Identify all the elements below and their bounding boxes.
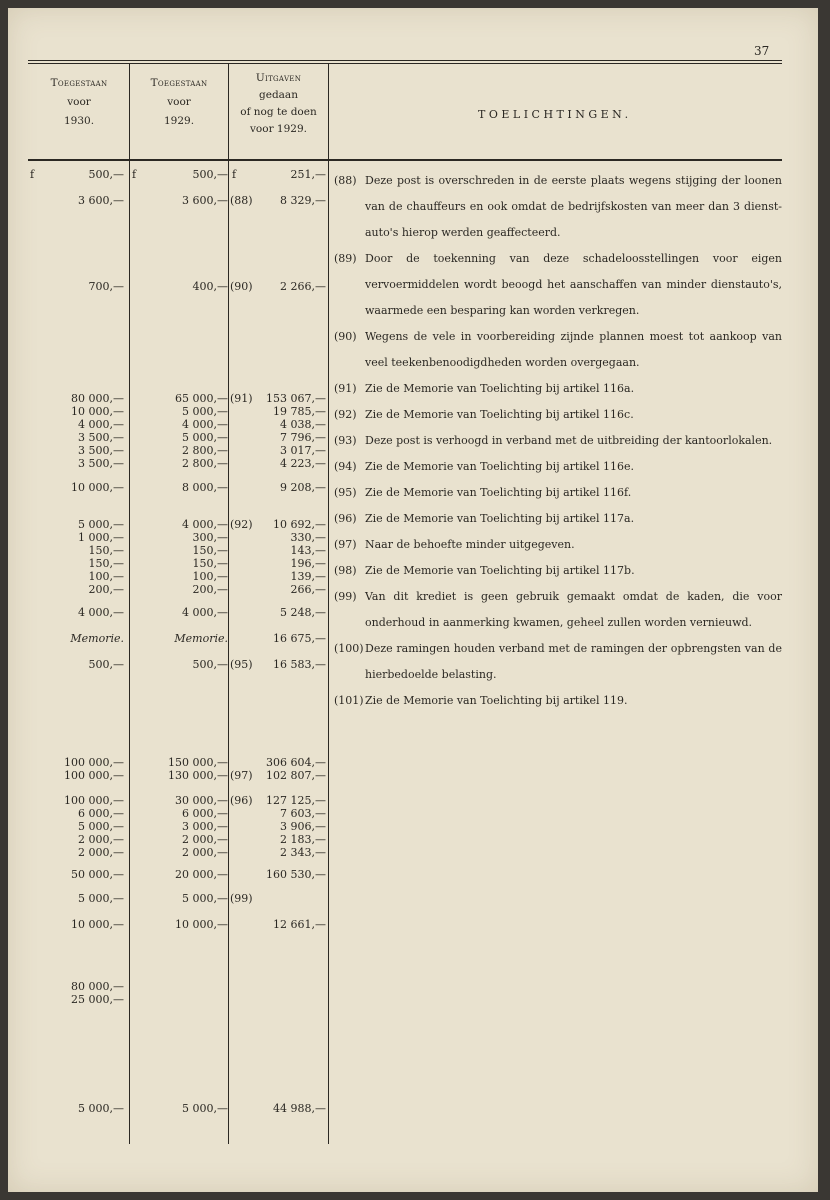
cell-c1: 150,— bbox=[88, 557, 124, 570]
table-row bbox=[8, 531, 328, 545]
table-row bbox=[8, 194, 328, 208]
cell-c2: 5 000,— bbox=[182, 892, 228, 905]
cell-c3: 10 692,— bbox=[273, 518, 326, 531]
header-col-2-line2: voor bbox=[167, 96, 191, 108]
cell-c1: 1 000,— bbox=[78, 531, 124, 544]
cell-c3n: (88) bbox=[230, 194, 253, 207]
table-row bbox=[8, 846, 328, 860]
note-item bbox=[334, 428, 782, 454]
note-text: Deze ramingen houden verband met de ramingen der opbrengsten van de hierbedoelde belasting. bbox=[365, 642, 782, 681]
note-item bbox=[334, 246, 782, 324]
cell-c3: 44 988,— bbox=[273, 1102, 326, 1115]
note-number: (94) bbox=[334, 460, 357, 473]
cell-c2: 8 000,— bbox=[182, 481, 228, 494]
cell-c2: 150,— bbox=[192, 544, 228, 557]
cell-c1: 700,— bbox=[88, 280, 124, 293]
note-item bbox=[334, 324, 782, 376]
cell-c2: 20 000,— bbox=[175, 868, 228, 881]
cell-c3n: (95) bbox=[230, 658, 253, 671]
table-row bbox=[8, 606, 328, 620]
cell-c1: 5 000,— bbox=[78, 518, 124, 531]
table-row bbox=[8, 583, 328, 597]
cell-c1: 500,— bbox=[88, 168, 124, 181]
cell-c3: 4 223,— bbox=[280, 457, 326, 470]
note-text: Deze post is overschreden in de eerste plaats wegens stijging der loonen van de chauffeurs en ook omdat de bedrijfskosten van meer dan 3 dienst-auto's hierop werden geaffecteerd. bbox=[365, 174, 782, 239]
cell-c1: 4 000,— bbox=[78, 418, 124, 431]
cell-c2: 100,— bbox=[192, 570, 228, 583]
cell-c2: 500,— bbox=[192, 658, 228, 671]
cell-c3: 102 807,— bbox=[266, 769, 326, 782]
cell-c3n: (96) bbox=[230, 794, 253, 807]
cell-c2: 65 000,— bbox=[175, 392, 228, 405]
cell-c2: 130 000,— bbox=[168, 769, 228, 782]
header-col-1-title: Toegestaan bbox=[50, 77, 108, 89]
table-row bbox=[8, 1102, 328, 1116]
cell-c1: 5 000,— bbox=[78, 820, 124, 833]
table-row bbox=[8, 769, 328, 783]
cell-c3: 306 604,— bbox=[266, 756, 326, 769]
cell-c1: 4 000,— bbox=[78, 606, 124, 619]
header-col-3-line4: voor 1929. bbox=[250, 123, 307, 135]
cell-c3: 330,— bbox=[290, 531, 326, 544]
table-row bbox=[8, 418, 328, 432]
cell-c2: 300,— bbox=[192, 531, 228, 544]
header-col-3-line3: of nog te doen bbox=[240, 106, 317, 118]
table-row bbox=[8, 632, 328, 646]
table-row bbox=[8, 794, 328, 808]
cell-c1: 500,— bbox=[88, 658, 124, 671]
table-row bbox=[8, 918, 328, 932]
note-text: Door de toekenning van deze schadeloosstellingen voor eigen vervoermiddelen wordt beoogd het aanschaffen van minder dienstauto's, waarmede een besparing kan worden verkregen. bbox=[365, 252, 782, 317]
cell-c2: 4 000,— bbox=[182, 418, 228, 431]
document-page bbox=[8, 8, 818, 1192]
cell-c3n: (92) bbox=[230, 518, 253, 531]
cell-c1: 6 000,— bbox=[78, 807, 124, 820]
table-row bbox=[8, 993, 328, 1007]
cell-c3: 16 583,— bbox=[273, 658, 326, 671]
note-text: Deze post is verhoogd in verband met de uitbreiding der kantoorlokalen. bbox=[365, 434, 773, 447]
cell-c3: 160 530,— bbox=[266, 868, 326, 881]
note-item bbox=[334, 532, 782, 558]
cell-c1: 100 000,— bbox=[64, 794, 124, 807]
cell-c2: 150,— bbox=[192, 557, 228, 570]
cell-c3: 143,— bbox=[290, 544, 326, 557]
table-row bbox=[8, 444, 328, 458]
note-number: (101) bbox=[334, 694, 364, 707]
cell-c2: 10 000,— bbox=[175, 918, 228, 931]
cell-c1: 3 500,— bbox=[78, 444, 124, 457]
cell-c2: 200,— bbox=[192, 583, 228, 596]
table-row bbox=[8, 544, 328, 558]
cell-c3: 2 343,— bbox=[280, 846, 326, 859]
cell-c1: 150,— bbox=[88, 544, 124, 557]
top-rule-second bbox=[28, 63, 782, 64]
note-item bbox=[334, 402, 782, 428]
header-col-2 bbox=[130, 74, 228, 131]
cell-c2: 2 000,— bbox=[182, 833, 228, 846]
cell-c1: 50 000,— bbox=[71, 868, 124, 881]
note-item bbox=[334, 558, 782, 584]
cell-c3n: (91) bbox=[230, 392, 253, 405]
table-row bbox=[8, 392, 328, 406]
table-row bbox=[8, 833, 328, 847]
currency-florin-fl-c3: f bbox=[232, 168, 237, 181]
note-number: (91) bbox=[334, 382, 357, 395]
currency-florin-fl-c1: f bbox=[30, 168, 35, 181]
cell-c2: 2 800,— bbox=[182, 457, 228, 470]
header-col-2-title: Toegestaan bbox=[150, 77, 208, 89]
note-item bbox=[334, 454, 782, 480]
page-number: 37 bbox=[754, 44, 770, 58]
cell-c1: 80 000,— bbox=[71, 980, 124, 993]
cell-c2: 2 800,— bbox=[182, 444, 228, 457]
note-text: Zie de Memorie van Toelichting bij artikel 119. bbox=[365, 694, 628, 707]
table-row bbox=[8, 481, 328, 495]
cell-c3: 2 183,— bbox=[280, 833, 326, 846]
cell-c1: 5 000,— bbox=[78, 1102, 124, 1115]
note-number: (95) bbox=[334, 486, 357, 499]
cell-c2: 4 000,— bbox=[182, 606, 228, 619]
header-col-3-line2: gedaan bbox=[259, 89, 298, 101]
table-row bbox=[8, 658, 328, 672]
table-row bbox=[8, 405, 328, 419]
cell-c1: 200,— bbox=[88, 583, 124, 596]
note-text: Zie de Memorie van Toelichting bij artikel 116a. bbox=[365, 382, 635, 395]
cell-c3: 2 266,— bbox=[280, 280, 326, 293]
cell-c3n: (90) bbox=[230, 280, 253, 293]
cell-c1: 5 000,— bbox=[78, 892, 124, 905]
cell-c2: 30 000,— bbox=[175, 794, 228, 807]
cell-c3: 153 067,— bbox=[266, 392, 326, 405]
cell-c3: 251,— bbox=[290, 168, 326, 181]
cell-c2: 400,— bbox=[192, 280, 228, 293]
table-row bbox=[8, 457, 328, 471]
header-col-4: TOELICHTINGEN. bbox=[478, 108, 632, 121]
cell-c2: 500,— bbox=[192, 168, 228, 181]
table-row bbox=[8, 820, 328, 834]
cell-c3: 3 906,— bbox=[280, 820, 326, 833]
table-row bbox=[8, 557, 328, 571]
note-number: (97) bbox=[334, 538, 357, 551]
table-row bbox=[8, 980, 328, 994]
cell-c1: 3 500,— bbox=[78, 431, 124, 444]
currency-florin-fl-c2: f bbox=[132, 168, 137, 181]
note-text: Zie de Memorie van Toelichting bij artikel 116f. bbox=[365, 486, 632, 499]
cell-c3: 3 017,— bbox=[280, 444, 326, 457]
cell-c2: 5 000,— bbox=[182, 405, 228, 418]
cell-c2: 6 000,— bbox=[182, 807, 228, 820]
note-number: (93) bbox=[334, 434, 357, 447]
note-text: Zie de Memorie van Toelichting bij artikel 116c. bbox=[365, 408, 634, 421]
cell-c3: 266,— bbox=[290, 583, 326, 596]
note-text: Wegens de vele in voorbereiding zijnde plannen moest tot aankoop van veel teekenbenoodigdheden worden overgegaan. bbox=[365, 330, 782, 369]
cell-c1: 100 000,— bbox=[64, 756, 124, 769]
cell-c1: 2 000,— bbox=[78, 846, 124, 859]
note-item bbox=[334, 480, 782, 506]
note-text: Van dit krediet is geen gebruik gemaakt omdat de kaden, die voor onderhoud in aanmerking kwamen, geheel zullen worden vernieuwd. bbox=[365, 590, 782, 629]
note-number: (98) bbox=[334, 564, 357, 577]
cell-c3: 12 661,— bbox=[273, 918, 326, 931]
cell-c1: 100 000,— bbox=[64, 769, 124, 782]
cell-c3n: (97) bbox=[230, 769, 253, 782]
cell-c3: 127 125,— bbox=[266, 794, 326, 807]
note-text: Zie de Memorie van Toelichting bij artikel 117b. bbox=[365, 564, 635, 577]
note-item bbox=[334, 506, 782, 532]
cell-c1: 3 600,— bbox=[78, 194, 124, 207]
cell-c1: 3 500,— bbox=[78, 457, 124, 470]
table-row bbox=[8, 518, 328, 532]
header-col-1 bbox=[30, 74, 128, 131]
cell-c1: 10 000,— bbox=[71, 918, 124, 931]
table-row bbox=[8, 168, 328, 182]
note-number: (99) bbox=[334, 590, 357, 603]
note-item bbox=[334, 168, 782, 246]
table-row bbox=[8, 807, 328, 821]
cell-c1: Memorie. bbox=[70, 632, 124, 645]
note-number: (88) bbox=[334, 174, 357, 187]
note-number: (96) bbox=[334, 512, 357, 525]
cell-c3: 7 603,— bbox=[280, 807, 326, 820]
cell-c2: 150 000,— bbox=[168, 756, 228, 769]
cell-c3: 7 796,— bbox=[280, 431, 326, 444]
note-text: Zie de Memorie van Toelichting bij artikel 117a. bbox=[365, 512, 635, 525]
header-col-2-line3: 1929. bbox=[163, 115, 195, 127]
note-number: (90) bbox=[334, 330, 357, 343]
table-row bbox=[8, 431, 328, 445]
cell-c2: 4 000,— bbox=[182, 518, 228, 531]
cell-c3: 139,— bbox=[290, 570, 326, 583]
cell-c3: 16 675,— bbox=[273, 632, 326, 645]
note-text: Zie de Memorie van Toelichting bij artikel 116e. bbox=[365, 460, 635, 473]
note-text: Naar de behoefte minder uitgegeven. bbox=[365, 538, 575, 551]
cell-c1: 10 000,— bbox=[71, 405, 124, 418]
table-row bbox=[8, 892, 328, 906]
cell-c3: 4 038,— bbox=[280, 418, 326, 431]
table-row bbox=[8, 570, 328, 584]
header-col-3 bbox=[229, 70, 328, 138]
cell-c1: 100,— bbox=[88, 570, 124, 583]
cell-c2: Memorie. bbox=[174, 632, 228, 645]
note-number: (89) bbox=[334, 252, 357, 265]
cell-c3: 19 785,— bbox=[273, 405, 326, 418]
cell-c1: 80 000,— bbox=[71, 392, 124, 405]
cell-c3: 196,— bbox=[290, 557, 326, 570]
note-item bbox=[334, 584, 782, 636]
cell-c2: 2 000,— bbox=[182, 846, 228, 859]
header-bottom-rule bbox=[28, 159, 782, 161]
note-item bbox=[334, 688, 782, 714]
col-divider-3 bbox=[328, 64, 329, 1144]
table-row bbox=[8, 280, 328, 294]
note-number: (92) bbox=[334, 408, 357, 421]
cell-c1: 2 000,— bbox=[78, 833, 124, 846]
cell-c3: 9 208,— bbox=[280, 481, 326, 494]
cell-c2: 3 000,— bbox=[182, 820, 228, 833]
cell-c2: 5 000,— bbox=[182, 1102, 228, 1115]
header-col-3-title: Uitgaven bbox=[255, 72, 302, 84]
header-col-1-line2: voor bbox=[67, 96, 91, 108]
cell-c3n: (99) bbox=[230, 892, 253, 905]
top-rule bbox=[28, 60, 782, 61]
cell-c2: 3 600,— bbox=[182, 194, 228, 207]
note-item bbox=[334, 636, 782, 688]
cell-c2: 5 000,— bbox=[182, 431, 228, 444]
cell-c1: 25 000,— bbox=[71, 993, 124, 1006]
note-item bbox=[334, 376, 782, 402]
cell-c3: 5 248,— bbox=[280, 606, 326, 619]
cell-c1: 10 000,— bbox=[71, 481, 124, 494]
table-row bbox=[8, 868, 328, 882]
table-row bbox=[8, 756, 328, 770]
cell-c3: 8 329,— bbox=[280, 194, 326, 207]
header-col-1-line3: 1930. bbox=[63, 115, 95, 127]
note-number: (100) bbox=[334, 642, 364, 655]
